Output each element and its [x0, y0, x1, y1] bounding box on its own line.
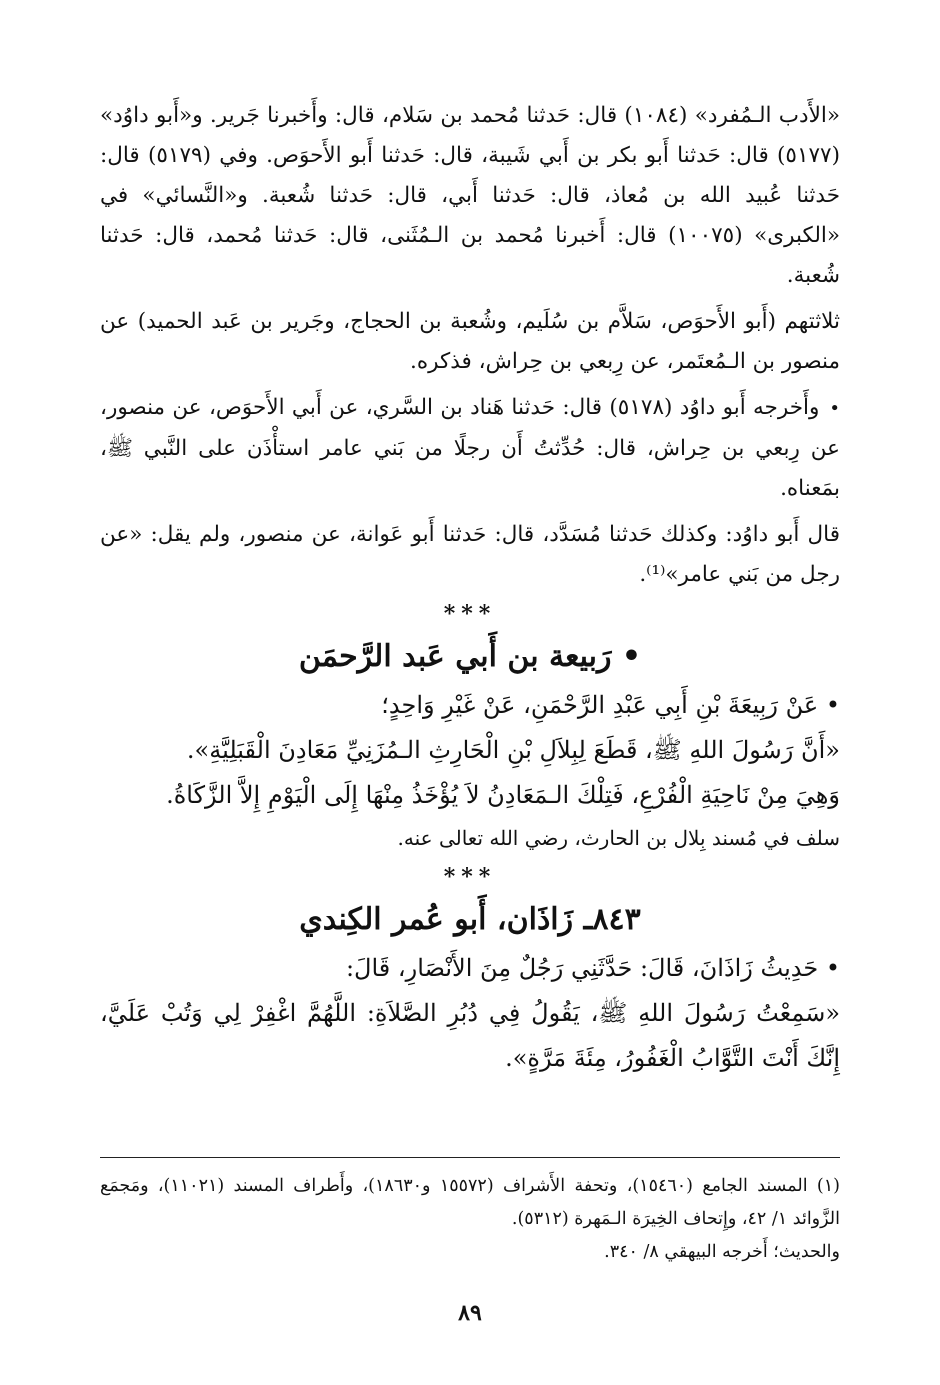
hadith-rabia-line1: • عَنْ رَبِيعَةَ بْنِ أَبِي عَبْدِ الرَّحْمَنِ، عَنْ غَيْرِ وَاحِدٍ؛	[381, 691, 840, 719]
main-text	[100, 96, 840, 1081]
hadith-zadhan-line2: «سَمِعْتُ رَسُولَ اللهِ ﷺ، يَقُولُ فِي دُبُرِ الصَّلاَةِ: اللَّهُمَّ اغْفِرْ لِي وَتُبْ عَلَيَّ، إِنَّكَ أَنْتَ التَّوَّابُ الْغَفُورُ، مِئَةَ مَرَّةٍ».	[100, 999, 840, 1072]
paragraph-abu-dawud	[100, 388, 840, 509]
page-number: ٨٩	[458, 1300, 482, 1326]
section-heading-rabia: • رَبيعة بن أَبي عَبد الرَّحمَن	[298, 639, 642, 674]
section-divider-stars-2: ***	[443, 864, 497, 890]
hadith-rabia-line3: وَهِيَ مِنْ نَاحِيَةِ الْفُرْعِ، فَتِلْكَ الـمَعَادِنُ لاَ يُؤْخَذُ مِنْهَا إِلَى الْيَوْمِ إِلاَّ الزَّكَاةُ.	[166, 781, 840, 809]
footnote-1-continued: والحديث؛ أَخرجه البيهقي ٨/ ٣٤٠.	[604, 1242, 840, 1262]
paragraph-abu-dawud-text: وأَخرجه أَبو داوُد (٥١٧٨) قال: حَدثنا هَناد بن السَّري، عن أَبي الأَحوَص، عن منصور، عن رِبعي بن حِراش، قال: حُدِّثتُ أَن رجلًا من بَني عامر استأْذَن على النَّبي ﷺ، بمَعناه.	[100, 395, 840, 501]
hadith-rabia-line2: «أَنَّ رَسُولَ اللهِ ﷺ، قَطَعَ لِبِلاَلِ بْنِ الْحَارِثِ الـمُزَنِيِّ مَعَادِنَ الْقَبَلِيَّةِ».	[186, 736, 840, 764]
footnote-1: (١) المسند الجامع (١٥٤٦٠)، وتحفة الأَشراف (١٥٥٧٢ و١٨٦٣٠)، وأَطراف المسند (١١٠٢١)، ومَجمَع الزَّوائد ١/ ٤٢، وإِتحاف الخِيرَة الـمَهرة (٥٣١٢).	[100, 1176, 840, 1229]
paragraph-narrators: ثلاثتهم (أَبو الأَحوَص، سَلاَّم بن سُلَيم، وشُعبة بن الحجاج، وجَرير بن عَبد الحميد) عن منصور بن الـمُعتَمر، عن رِبعي بن حِراش، فذكره.	[100, 309, 840, 374]
section-divider-stars: ***	[443, 601, 497, 627]
paragraph-abu-dawud-note: قال أَبو داوُد: وكذلك حَدثنا مُسَدَّد، قال: حَدثنا أَبو عَوانة، عن منصور، ولم يقل: «عن رجل من بَني عامر»⁽¹⁾.	[100, 522, 840, 587]
hadith-zadhan-line1: • حَدِيثُ زَاذَانَ، قَالَ: حَدَّثَنِي رَجُلٌ مِنَ الأَنْصَارِ، قَالَ:	[345, 954, 840, 982]
hadith-rabia-note: سلف في مُسند بِلال بن الحارث، رضي الله تعالى عنه.	[397, 826, 840, 850]
footnote-separator	[100, 1157, 840, 1158]
paragraph-sources: «الأَدب الـمُفرد» (١٠٨٤) قال: حَدثنا مُحمد بن سَلام، قال: وأَخبرنا جَرير. و«أَبو داوُد» (٥١٧٧) قال: حَدثنا أَبو بكر بن أَبي شَيبة، قال: حَدثنا أَبو الأَحوَص. وفي (٥١٧٩) قال: حَدثنا عُبيد الله بن مُعاذ، قال: حَدثنا أَبي، قال: حَدثنا شُعبة. و«النَّسائي» في «الكبرى» (١٠٠٧٥) قال: أَخبرنا مُحمد بن الـمُثَنى، قال: حَدثنا مُحمد، قال: حَدثنا شُعبة.	[100, 103, 840, 288]
footnotes	[100, 1170, 840, 1269]
section-heading-zadhan: ٨٤٣ـ زَاذَان، أَبو عُمر الكِندي	[299, 902, 641, 937]
bullet-icon: •	[829, 398, 840, 419]
